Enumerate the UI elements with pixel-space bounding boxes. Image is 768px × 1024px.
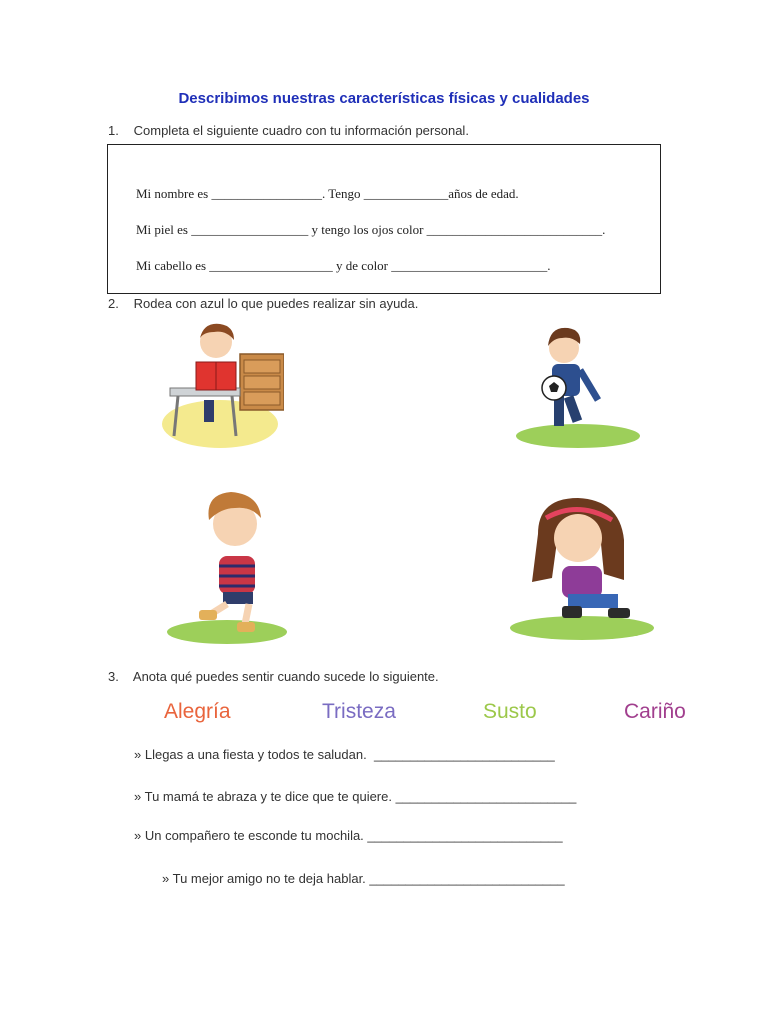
boy-soccer-icon[interactable] [514, 320, 646, 452]
emotion-carino: Cariño [624, 700, 686, 723]
boy-reading-icon[interactable] [160, 318, 284, 453]
emotion-tristeza: Tristeza [322, 700, 396, 723]
page-title: Describimos nuestras características físicas y cualidades [178, 90, 590, 107]
question-number: 3. [108, 669, 119, 684]
boy-rollerskating-icon[interactable] [165, 486, 289, 646]
question-2 [108, 296, 418, 311]
question-3 [108, 669, 439, 684]
box-line-name-age[interactable]: Mi nombre es _________________. Tengo _____________años de edad. [136, 186, 519, 201]
question-number: 1. [108, 123, 119, 138]
emotion-susto: Susto [483, 700, 537, 723]
sentence-backpack[interactable]: » Un compañero te esconde tu mochila. ___________________________ [134, 828, 563, 843]
question-text: Completa el siguiente cuadro con tu información personal. [133, 123, 469, 138]
sentence-party[interactable]: » Llegas a una fiesta y todos te saludan. _________________________ [134, 747, 555, 762]
emotion-alegria: Alegría [164, 700, 231, 723]
girl-tying-shoes-icon[interactable] [508, 494, 658, 644]
sentence-best-friend[interactable]: » Tu mejor amigo no te deja hablar. ___________________________ [162, 871, 565, 886]
sentence-mom-hug[interactable]: » Tu mamá te abraza y te dice que te quiere. _________________________ [134, 789, 577, 804]
question-number: 2. [108, 296, 119, 311]
box-line-skin-eyes[interactable]: Mi piel es __________________ y tengo los ojos color ___________________________. [136, 222, 606, 237]
personal-info-box [107, 144, 661, 294]
question-text: Anota qué puedes sentir cuando sucede lo siguiente. [132, 669, 439, 684]
question-1 [108, 123, 469, 138]
box-line-hair[interactable]: Mi cabello es ___________________ y de color ________________________. [136, 258, 551, 273]
question-text: Rodea con azul lo que puedes realizar sin ayuda. [133, 296, 419, 311]
